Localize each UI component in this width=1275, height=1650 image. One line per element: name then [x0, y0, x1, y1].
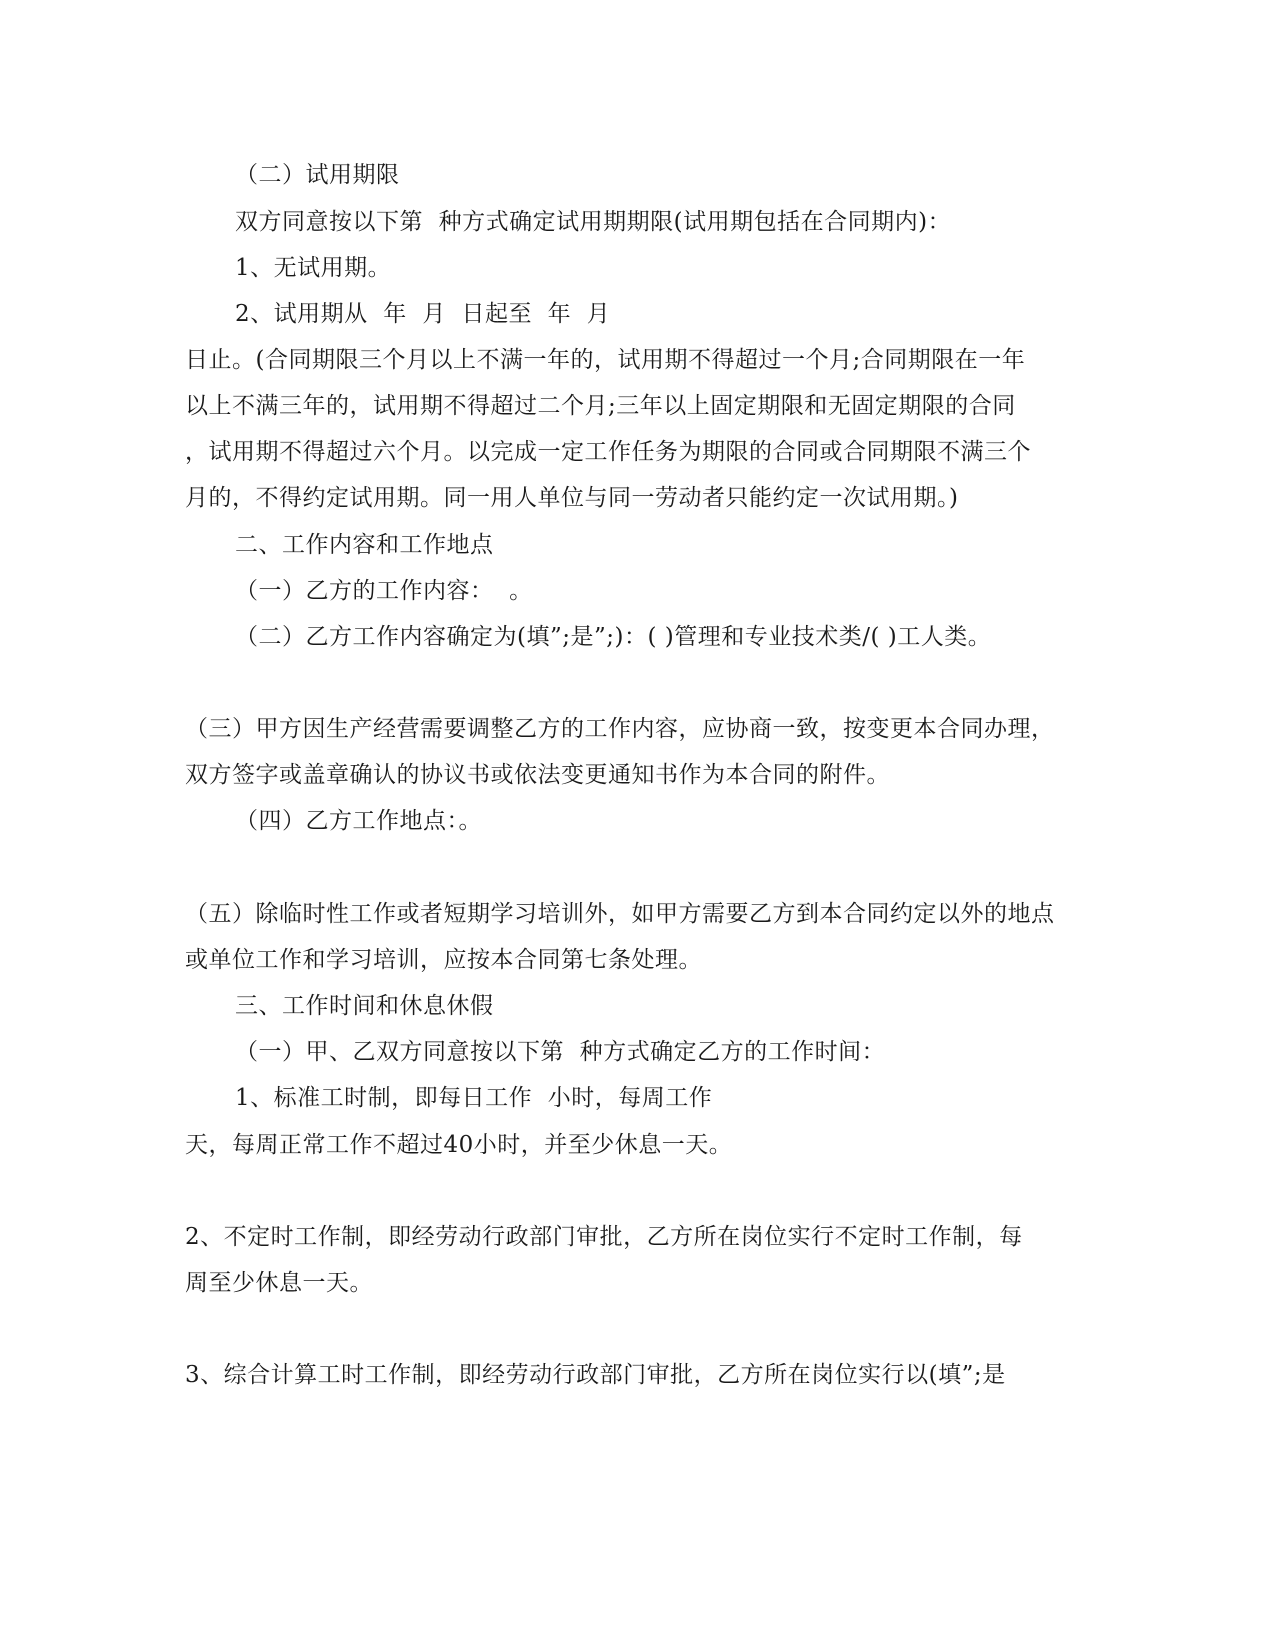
text-line: 日止。(合同期限三个月以上不满一年的，试用期不得超过一个月;合同期限在一年 [185, 347, 1026, 373]
text-line: （三）甲方因生产经营需要调整乙方的工作内容，应协商一致，按变更本合同办理， [185, 716, 1055, 742]
text-line: 以上不满三年的，试用期不得超过二个月;三年以上固定期限和无固定期限的合同 [185, 393, 1016, 419]
text-line: 3、综合计算工时工作制，即经劳动行政部门审批，乙方所在岗位实行以(填”;是 [185, 1362, 1006, 1388]
text-line: 1、标准工时制，即每日工作 小时，每周工作 [235, 1085, 713, 1111]
text-line: 2、试用期从 年 月 日起至 年 月 [235, 301, 611, 327]
text-line: （四）乙方工作地点：。 [235, 808, 482, 834]
section-heading: 二、工作内容和工作地点 [235, 532, 494, 558]
text-line: ，试用期不得超过六个月。以完成一定工作任务为期限的合同或合同期限不满三个 [185, 439, 1031, 465]
section-heading: 三、工作时间和休息休假 [235, 993, 494, 1019]
text-line: 1、无试用期。 [235, 255, 392, 281]
text-line: （二）试用期限 [235, 162, 400, 188]
text-line: （五）除临时性工作或者短期学习培训外，如甲方需要乙方到本合同约定以外的地点 [185, 901, 1055, 927]
text-line: （二）乙方工作内容确定为(填”;是”;)：( )管理和专业技术类/( )工人类。 [235, 624, 992, 650]
text-line: （一）甲、乙双方同意按以下第 种方式确定乙方的工作时间： [235, 1039, 886, 1065]
text-line: 天，每周正常工作不超过40小时，并至少休息一天。 [185, 1132, 733, 1158]
text-line: 双方同意按以下第 种方式确定试用期期限(试用期包括在合同期内)： [235, 209, 952, 235]
text-line: （一）乙方的工作内容： 。 [235, 578, 533, 604]
text-line: 或单位工作和学习培训，应按本合同第七条处理。 [185, 947, 702, 973]
text-line: 2、不定时工作制，即经劳动行政部门审批，乙方所在岗位实行不定时工作制，每 [185, 1224, 1023, 1250]
text-line: 周至少休息一天。 [185, 1270, 373, 1296]
text-line: 双方签字或盖章确认的协议书或依法变更通知书作为本合同的附件。 [185, 762, 890, 788]
text-line: 月的，不得约定试用期。同一用人单位与同一劳动者只能约定一次试用期。) [185, 485, 959, 511]
